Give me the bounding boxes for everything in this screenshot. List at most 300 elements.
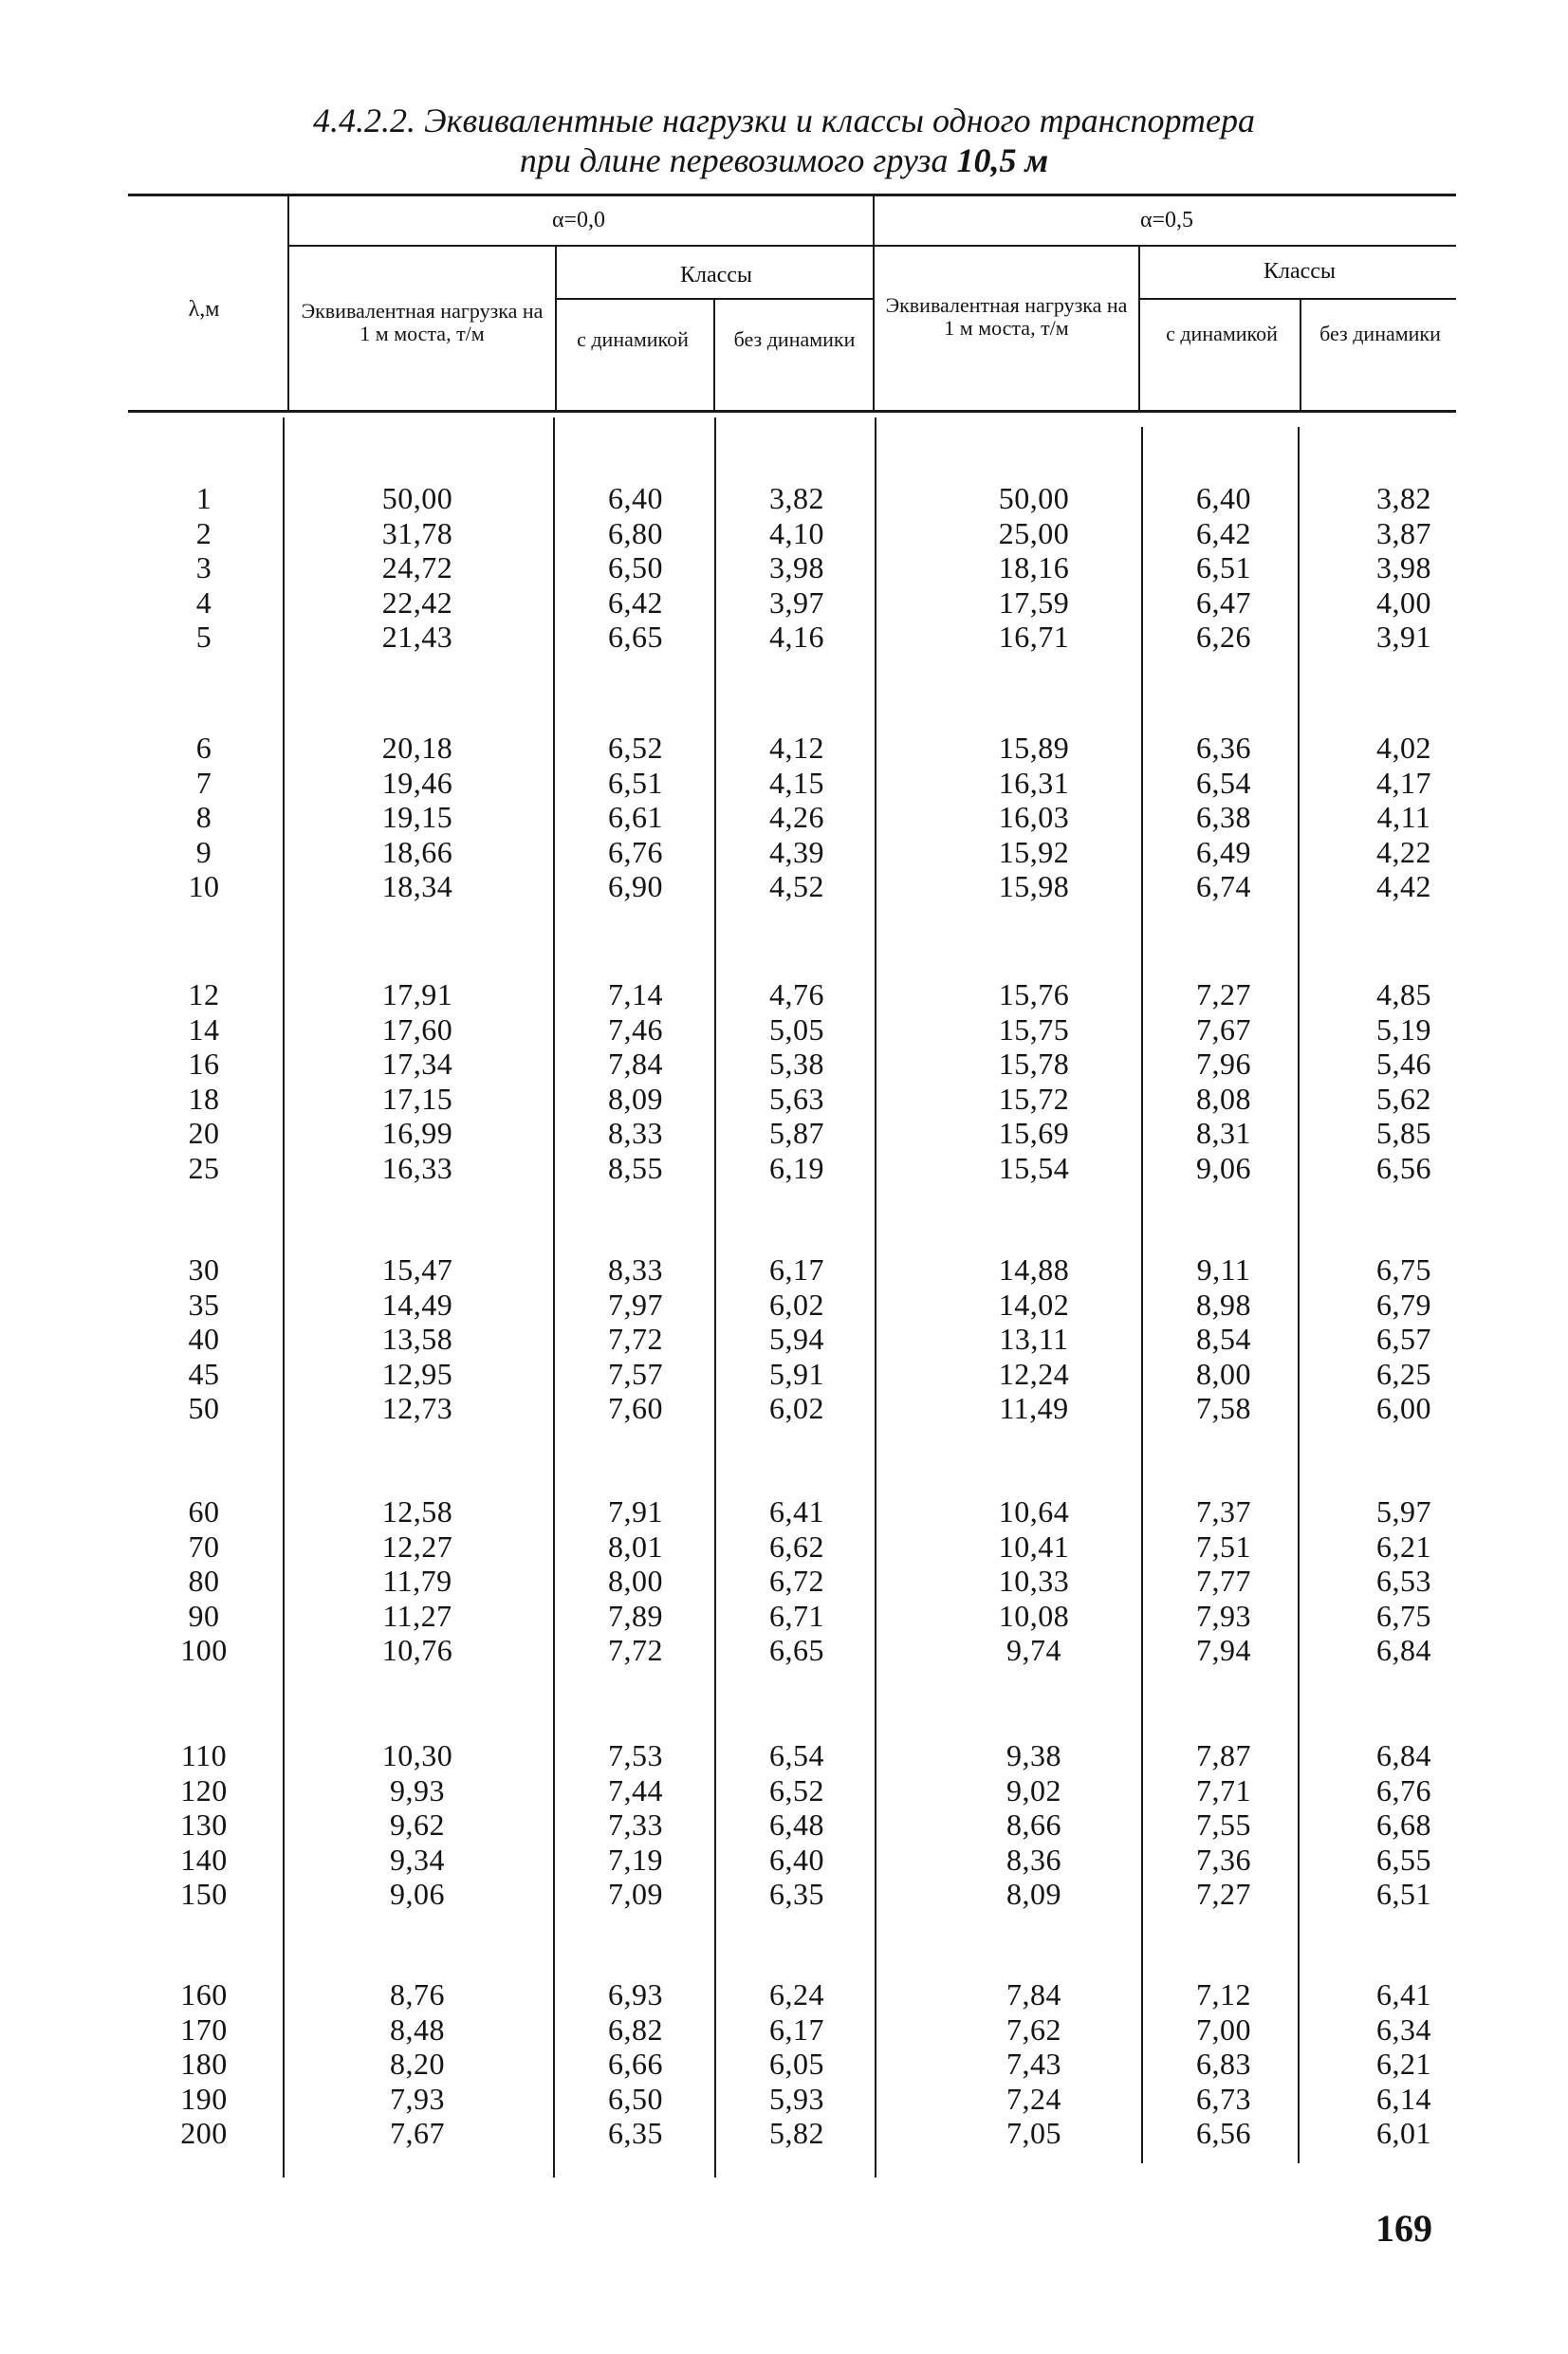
class-nodyn-a0-cell: 4,10 xyxy=(769,515,824,550)
equiv-load-a0-cell: 13,58 xyxy=(381,1322,453,1356)
class-nodyn-a0-cell: 4,52 xyxy=(769,869,824,903)
class-dyn-a0-cell: 7,19 xyxy=(608,1842,663,1877)
header-with-dyn-right: с динамикой xyxy=(1166,322,1278,345)
class-dyn-a05-cell: 7,27 xyxy=(1196,977,1251,1011)
equiv-load-a0-cell: 7,93 xyxy=(390,2081,445,2116)
equiv-load-a05-cell: 50,00 xyxy=(998,481,1070,515)
equiv-load-a05-cell: 16,31 xyxy=(998,765,1070,800)
equiv-load-a0-cell: 9,06 xyxy=(390,1877,445,1911)
equiv-load-a05-cell: 16,03 xyxy=(998,800,1070,834)
class-dyn-a0-cell: 7,89 xyxy=(608,1598,663,1633)
equiv-load-a0-cell: 10,30 xyxy=(381,1738,453,1772)
equiv-load-a0-cell: 11,27 xyxy=(382,1598,452,1633)
lambda-cell: 25 xyxy=(188,1150,220,1185)
class-nodyn-a0-cell: 5,87 xyxy=(769,1116,824,1150)
class-nodyn-a05-cell: 6,56 xyxy=(1376,1150,1431,1185)
class-dyn-a05-cell: 7,00 xyxy=(1196,2011,1251,2047)
lambda-cell: 2 xyxy=(195,515,212,550)
equiv-load-a05-cell: 8,09 xyxy=(1006,1877,1061,1911)
equiv-load-a0-cell: 11,79 xyxy=(382,1564,452,1598)
lambda-cell: 120 xyxy=(180,1772,228,1807)
equiv-load-a0-cell: 9,62 xyxy=(390,1807,445,1842)
class-dyn-a05-cell: 6,56 xyxy=(1196,2116,1251,2150)
equiv-load-a05-cell: 15,78 xyxy=(998,1047,1070,1081)
class-nodyn-a05-cell: 6,21 xyxy=(1376,1529,1431,1564)
header-alpha-0: α=0,0 xyxy=(551,208,606,232)
class-nodyn-a0-cell: 5,63 xyxy=(769,1081,824,1116)
table-row xyxy=(0,620,1568,654)
table-row xyxy=(0,2116,1568,2150)
lambda-cell: 3 xyxy=(195,550,212,584)
class-nodyn-a05-cell: 6,76 xyxy=(1376,1772,1431,1807)
equiv-load-a0-cell: 15,47 xyxy=(381,1252,453,1287)
class-dyn-a0-cell: 6,90 xyxy=(608,869,663,903)
class-dyn-a05-cell: 6,83 xyxy=(1196,2047,1251,2081)
equiv-load-a05-cell: 7,62 xyxy=(1006,2011,1061,2047)
class-nodyn-a0-cell: 6,54 xyxy=(769,1738,824,1772)
class-dyn-a05-cell: 7,93 xyxy=(1196,1598,1251,1633)
header-equiv-load-right: Эквивалентная нагрузка на 1 м моста, т/м xyxy=(885,293,1128,340)
class-dyn-a05-cell: 6,26 xyxy=(1196,620,1251,654)
class-dyn-a0-cell: 8,33 xyxy=(608,1116,663,1150)
class-nodyn-a05-cell: 6,79 xyxy=(1376,1287,1431,1322)
equiv-load-a05-cell: 12,24 xyxy=(998,1356,1070,1391)
class-dyn-a0-cell: 8,09 xyxy=(608,1081,663,1116)
class-dyn-a0-cell: 8,33 xyxy=(608,1252,663,1287)
title-line-1: 4.4.2.2. Эквивалентные нагрузки и классы одного транспортера xyxy=(313,102,1255,139)
class-dyn-a0-cell: 7,72 xyxy=(608,1322,663,1356)
equiv-load-a0-cell: 12,27 xyxy=(381,1529,453,1564)
class-nodyn-a0-cell: 3,98 xyxy=(769,550,824,584)
header-classes-left: Классы xyxy=(679,263,753,287)
class-dyn-a0-cell: 6,66 xyxy=(608,2047,663,2081)
equiv-load-a05-cell: 9,02 xyxy=(1006,1772,1061,1807)
class-nodyn-a05-cell: 6,53 xyxy=(1376,1564,1431,1598)
class-nodyn-a0-cell: 6,02 xyxy=(769,1287,824,1322)
equiv-load-a0-cell: 10,76 xyxy=(381,1633,453,1667)
lambda-cell: 140 xyxy=(180,1842,228,1877)
class-dyn-a05-cell: 6,49 xyxy=(1196,834,1251,869)
class-dyn-a05-cell: 8,98 xyxy=(1196,1287,1251,1322)
class-dyn-a0-cell: 7,72 xyxy=(608,1633,663,1667)
table-row xyxy=(0,1252,1568,1287)
class-nodyn-a0-cell: 6,40 xyxy=(769,1842,824,1877)
class-dyn-a05-cell: 7,55 xyxy=(1196,1807,1251,1842)
equiv-load-a05-cell: 15,76 xyxy=(998,977,1070,1011)
class-nodyn-a05-cell: 6,75 xyxy=(1376,1252,1431,1287)
class-dyn-a05-cell: 6,36 xyxy=(1196,731,1251,765)
class-dyn-a0-cell: 6,51 xyxy=(608,765,663,800)
lambda-cell: 60 xyxy=(188,1494,220,1529)
lambda-cell: 8 xyxy=(195,800,212,834)
table-row xyxy=(0,731,1568,765)
equiv-load-a05-cell: 7,24 xyxy=(1006,2081,1061,2116)
table-row xyxy=(0,2047,1568,2081)
class-dyn-a0-cell: 6,40 xyxy=(608,481,663,515)
table-row xyxy=(0,1151,1568,1185)
class-nodyn-a05-cell: 3,98 xyxy=(1376,550,1431,584)
class-nodyn-a05-cell: 6,00 xyxy=(1376,1391,1431,1425)
class-dyn-a0-cell: 8,00 xyxy=(608,1564,663,1598)
table-row xyxy=(0,1357,1568,1391)
table-row xyxy=(0,1773,1568,1807)
equiv-load-a0-cell: 20,18 xyxy=(381,731,453,765)
class-nodyn-a0-cell: 4,39 xyxy=(769,834,824,869)
lambda-cell: 150 xyxy=(180,1877,228,1911)
lambda-cell: 12 xyxy=(188,977,220,1011)
class-dyn-a05-cell: 7,58 xyxy=(1196,1391,1251,1425)
lambda-cell: 190 xyxy=(180,2081,228,2116)
title-line-2 xyxy=(0,140,1568,180)
equiv-load-a0-cell: 17,91 xyxy=(381,977,453,1011)
class-nodyn-a05-cell: 3,82 xyxy=(1376,481,1431,515)
equiv-load-a0-cell: 8,20 xyxy=(390,2047,445,2081)
class-dyn-a0-cell: 7,91 xyxy=(608,1494,663,1529)
class-dyn-a0-cell: 6,93 xyxy=(608,1977,663,2011)
class-dyn-a0-cell: 7,14 xyxy=(608,977,663,1011)
class-nodyn-a05-cell: 6,01 xyxy=(1376,2116,1431,2150)
equiv-load-a05-cell: 15,54 xyxy=(998,1150,1070,1185)
class-nodyn-a0-cell: 4,76 xyxy=(769,977,824,1011)
table-row xyxy=(0,1529,1568,1564)
header-divider-lambda xyxy=(287,195,289,410)
equiv-load-a05-cell: 17,59 xyxy=(998,584,1070,620)
class-nodyn-a0-cell: 3,97 xyxy=(769,584,824,620)
class-dyn-a05-cell: 7,27 xyxy=(1196,1877,1251,1911)
class-nodyn-a05-cell: 5,46 xyxy=(1376,1047,1431,1081)
class-dyn-a05-cell: 6,38 xyxy=(1196,800,1251,834)
class-nodyn-a0-cell: 6,35 xyxy=(769,1877,824,1911)
class-nodyn-a05-cell: 3,91 xyxy=(1376,620,1431,654)
class-nodyn-a05-cell: 6,68 xyxy=(1376,1807,1431,1842)
lambda-cell: 80 xyxy=(188,1564,220,1598)
equiv-load-a05-cell: 7,43 xyxy=(1006,2047,1061,2081)
equiv-load-a0-cell: 19,46 xyxy=(381,765,453,800)
table-row xyxy=(0,2082,1568,2116)
lambda-cell: 90 xyxy=(188,1598,220,1633)
class-nodyn-a0-cell: 6,19 xyxy=(769,1150,824,1185)
equiv-load-a0-cell: 21,43 xyxy=(381,620,453,654)
equiv-load-a0-cell: 8,48 xyxy=(390,2011,445,2047)
equiv-load-a0-cell: 12,95 xyxy=(381,1356,453,1391)
class-nodyn-a0-cell: 4,12 xyxy=(769,731,824,765)
class-nodyn-a0-cell: 6,72 xyxy=(769,1564,824,1598)
class-dyn-a05-cell: 7,51 xyxy=(1196,1529,1251,1564)
table-row xyxy=(0,1843,1568,1877)
lambda-cell: 160 xyxy=(180,1977,228,2011)
equiv-load-a0-cell: 7,67 xyxy=(390,2116,445,2150)
table-row xyxy=(0,1877,1568,1911)
equiv-load-a05-cell: 14,88 xyxy=(998,1252,1070,1287)
equiv-load-a05-cell: 10,64 xyxy=(998,1494,1070,1529)
class-nodyn-a0-cell: 4,16 xyxy=(769,620,824,654)
class-nodyn-a05-cell: 6,34 xyxy=(1376,2011,1431,2047)
lambda-cell: 9 xyxy=(195,834,212,869)
class-nodyn-a05-cell: 6,57 xyxy=(1376,1322,1431,1356)
class-nodyn-a05-cell: 4,11 xyxy=(1376,800,1431,834)
equiv-load-a0-cell: 22,42 xyxy=(381,584,453,620)
table-row xyxy=(0,481,1568,515)
class-dyn-a05-cell: 6,73 xyxy=(1196,2081,1251,2116)
class-dyn-a0-cell: 6,35 xyxy=(608,2116,663,2150)
class-nodyn-a05-cell: 6,51 xyxy=(1376,1877,1431,1911)
class-nodyn-a0-cell: 6,62 xyxy=(769,1529,824,1564)
equiv-load-a0-cell: 19,15 xyxy=(381,800,453,834)
equiv-load-a05-cell: 9,38 xyxy=(1006,1738,1061,1772)
class-nodyn-a05-cell: 6,25 xyxy=(1376,1356,1431,1391)
header-bottom-rule xyxy=(128,410,1456,413)
equiv-load-a05-cell: 7,05 xyxy=(1006,2116,1061,2150)
equiv-load-a05-cell: 7,84 xyxy=(1006,1977,1061,2011)
class-dyn-a0-cell: 7,33 xyxy=(608,1807,663,1842)
class-dyn-a0-cell: 7,84 xyxy=(608,1047,663,1081)
class-nodyn-a0-cell: 4,15 xyxy=(769,765,824,800)
table-row xyxy=(0,516,1568,550)
equiv-load-a0-cell: 17,60 xyxy=(381,1011,453,1047)
class-nodyn-a0-cell: 5,91 xyxy=(769,1356,824,1391)
class-nodyn-a05-cell: 6,55 xyxy=(1376,1842,1431,1877)
table-row xyxy=(0,1322,1568,1356)
table-row xyxy=(0,869,1568,903)
class-dyn-a0-cell: 6,82 xyxy=(608,2011,663,2047)
class-nodyn-a05-cell: 6,84 xyxy=(1376,1738,1431,1772)
equiv-load-a05-cell: 15,92 xyxy=(998,834,1070,869)
class-dyn-a0-cell: 6,61 xyxy=(608,800,663,834)
class-nodyn-a05-cell: 4,85 xyxy=(1376,977,1431,1011)
table-row xyxy=(0,1494,1568,1529)
equiv-load-a0-cell: 16,33 xyxy=(381,1150,453,1185)
class-dyn-a0-cell: 6,76 xyxy=(608,834,663,869)
class-nodyn-a0-cell: 3,82 xyxy=(769,481,824,515)
class-nodyn-a05-cell: 4,02 xyxy=(1376,731,1431,765)
class-nodyn-a0-cell: 6,41 xyxy=(769,1494,824,1529)
header-divider-d1 xyxy=(713,300,715,410)
class-nodyn-a0-cell: 5,05 xyxy=(769,1011,824,1047)
class-dyn-a05-cell: 7,71 xyxy=(1196,1772,1251,1807)
class-dyn-a0-cell: 7,97 xyxy=(608,1287,663,1322)
table-row xyxy=(0,550,1568,584)
lambda-cell: 200 xyxy=(180,2116,228,2150)
equiv-load-a05-cell: 8,66 xyxy=(1006,1807,1061,1842)
table-row xyxy=(0,835,1568,869)
class-nodyn-a05-cell: 4,17 xyxy=(1376,765,1431,800)
class-dyn-a05-cell: 6,74 xyxy=(1196,869,1251,903)
equiv-load-a05-cell: 15,89 xyxy=(998,731,1070,765)
class-dyn-a05-cell: 6,47 xyxy=(1196,584,1251,620)
table-row xyxy=(0,1807,1568,1842)
equiv-load-a05-cell: 14,02 xyxy=(998,1287,1070,1322)
lambda-cell: 10 xyxy=(188,869,220,903)
class-nodyn-a0-cell: 6,52 xyxy=(769,1772,824,1807)
lambda-cell: 35 xyxy=(188,1287,220,1322)
class-nodyn-a05-cell: 3,87 xyxy=(1376,515,1431,550)
table-row xyxy=(0,1599,1568,1633)
classes-rule-right xyxy=(1138,298,1456,300)
class-nodyn-a05-cell: 4,42 xyxy=(1376,869,1431,903)
lambda-cell: 170 xyxy=(180,2011,228,2047)
title-line-2-prefix: при длине перевозимого груза xyxy=(519,141,957,179)
page-number: 169 xyxy=(1375,2207,1432,2250)
class-dyn-a0-cell: 6,80 xyxy=(608,515,663,550)
lambda-cell: 5 xyxy=(195,620,212,654)
class-dyn-a05-cell: 7,36 xyxy=(1196,1842,1251,1877)
class-dyn-a0-cell: 8,55 xyxy=(608,1150,663,1185)
top-rule xyxy=(128,194,1456,196)
class-dyn-a05-cell: 7,96 xyxy=(1196,1047,1251,1081)
header-equiv-load-left: Эквивалентная нагрузка на 1 м моста, т/м xyxy=(301,299,544,345)
class-nodyn-a05-cell: 4,00 xyxy=(1376,584,1431,620)
class-dyn-a05-cell: 7,37 xyxy=(1196,1494,1251,1529)
class-nodyn-a0-cell: 5,38 xyxy=(769,1047,824,1081)
table-row xyxy=(0,977,1568,1011)
lambda-cell: 100 xyxy=(180,1633,228,1667)
equiv-load-a0-cell: 31,78 xyxy=(381,515,453,550)
class-dyn-a0-cell: 6,52 xyxy=(608,731,663,765)
lambda-cell: 4 xyxy=(195,584,212,620)
class-nodyn-a05-cell: 4,22 xyxy=(1376,834,1431,869)
class-dyn-a0-cell: 6,50 xyxy=(608,550,663,584)
equiv-load-a05-cell: 10,08 xyxy=(998,1598,1070,1633)
lambda-cell: 6 xyxy=(195,731,212,765)
lambda-cell: 7 xyxy=(195,765,212,800)
table-row xyxy=(0,1012,1568,1047)
class-dyn-a05-cell: 7,12 xyxy=(1196,1977,1251,2011)
class-dyn-a05-cell: 7,67 xyxy=(1196,1011,1251,1047)
equiv-load-a0-cell: 8,76 xyxy=(390,1977,445,2011)
header-without-dyn-left: без динамики xyxy=(733,327,856,351)
equiv-load-a05-cell: 16,71 xyxy=(998,620,1070,654)
table-row xyxy=(0,1288,1568,1322)
class-dyn-a0-cell: 7,57 xyxy=(608,1356,663,1391)
class-dyn-a0-cell: 7,09 xyxy=(608,1877,663,1911)
class-dyn-a0-cell: 6,42 xyxy=(608,584,663,620)
lambda-cell: 14 xyxy=(188,1011,220,1047)
class-nodyn-a0-cell: 4,26 xyxy=(769,800,824,834)
class-dyn-a05-cell: 6,40 xyxy=(1196,481,1251,515)
class-nodyn-a0-cell: 6,02 xyxy=(769,1391,824,1425)
equiv-load-a05-cell: 9,74 xyxy=(1006,1633,1061,1667)
class-nodyn-a0-cell: 6,17 xyxy=(769,1252,824,1287)
lambda-cell: 40 xyxy=(188,1322,220,1356)
lambda-cell: 50 xyxy=(188,1391,220,1425)
lambda-cell: 30 xyxy=(188,1252,220,1287)
class-nodyn-a0-cell: 6,17 xyxy=(769,2011,824,2047)
class-dyn-a05-cell: 7,87 xyxy=(1196,1738,1251,1772)
table-row xyxy=(0,1564,1568,1598)
header-divider-d2 xyxy=(1300,300,1301,410)
header-lambda: λ,м xyxy=(188,297,220,322)
class-nodyn-a05-cell: 5,97 xyxy=(1376,1494,1431,1529)
equiv-load-a05-cell: 15,69 xyxy=(998,1116,1070,1150)
class-dyn-a0-cell: 6,50 xyxy=(608,2081,663,2116)
table-row xyxy=(0,1738,1568,1772)
equiv-load-a0-cell: 9,93 xyxy=(390,1772,445,1807)
table-title xyxy=(0,101,1568,180)
equiv-load-a05-cell: 15,75 xyxy=(998,1011,1070,1047)
equiv-load-a05-cell: 8,36 xyxy=(1006,1842,1061,1877)
lambda-cell: 70 xyxy=(188,1529,220,1564)
class-nodyn-a0-cell: 6,24 xyxy=(769,1977,824,2011)
table-row xyxy=(0,1082,1568,1116)
class-dyn-a05-cell: 8,31 xyxy=(1196,1116,1251,1150)
class-dyn-a05-cell: 6,54 xyxy=(1196,765,1251,800)
equiv-load-a05-cell: 15,72 xyxy=(998,1081,1070,1116)
class-dyn-a0-cell: 7,60 xyxy=(608,1391,663,1425)
class-nodyn-a05-cell: 6,41 xyxy=(1376,1977,1431,2011)
header-classes-right: Классы xyxy=(1263,259,1337,284)
table-row xyxy=(0,1977,1568,2011)
table-row xyxy=(0,800,1568,834)
class-dyn-a0-cell: 7,53 xyxy=(608,1738,663,1772)
class-nodyn-a0-cell: 6,71 xyxy=(769,1598,824,1633)
lambda-cell: 18 xyxy=(188,1081,220,1116)
lambda-cell: 1 xyxy=(195,481,212,515)
class-nodyn-a05-cell: 5,85 xyxy=(1376,1116,1431,1150)
equiv-load-a0-cell: 18,66 xyxy=(381,834,453,869)
equiv-load-a0-cell: 12,73 xyxy=(381,1391,453,1425)
class-nodyn-a0-cell: 5,82 xyxy=(769,2116,824,2150)
class-dyn-a05-cell: 7,94 xyxy=(1196,1633,1251,1667)
class-nodyn-a05-cell: 5,19 xyxy=(1376,1011,1431,1047)
equiv-load-a0-cell: 16,99 xyxy=(381,1116,453,1150)
class-dyn-a05-cell: 8,54 xyxy=(1196,1322,1251,1356)
lambda-cell: 16 xyxy=(188,1047,220,1081)
equiv-load-a05-cell: 18,16 xyxy=(998,550,1070,584)
table-row xyxy=(0,1116,1568,1150)
table-row xyxy=(0,585,1568,620)
class-dyn-a05-cell: 8,00 xyxy=(1196,1356,1251,1391)
equiv-load-a05-cell: 13,11 xyxy=(999,1322,1069,1356)
class-dyn-a05-cell: 9,06 xyxy=(1196,1150,1251,1185)
class-dyn-a0-cell: 7,46 xyxy=(608,1011,663,1047)
table-row xyxy=(0,2012,1568,2047)
lambda-cell: 130 xyxy=(180,1807,228,1842)
lambda-cell: 110 xyxy=(180,1738,228,1772)
header-divider-alpha xyxy=(873,195,875,410)
equiv-load-a05-cell: 10,33 xyxy=(998,1564,1070,1598)
header-without-dyn-right: без динамики xyxy=(1319,322,1441,345)
class-nodyn-a05-cell: 6,14 xyxy=(1376,2081,1431,2116)
class-dyn-a05-cell: 6,51 xyxy=(1196,550,1251,584)
equiv-load-a0-cell: 17,15 xyxy=(381,1081,453,1116)
class-dyn-a0-cell: 7,44 xyxy=(608,1772,663,1807)
header-divider-e2 xyxy=(1138,247,1140,410)
class-nodyn-a0-cell: 6,48 xyxy=(769,1807,824,1842)
equiv-load-a0-cell: 9,34 xyxy=(390,1842,445,1877)
class-nodyn-a0-cell: 5,93 xyxy=(769,2081,824,2116)
class-dyn-a05-cell: 8,08 xyxy=(1196,1081,1251,1116)
equiv-load-a0-cell: 24,72 xyxy=(381,550,453,584)
class-nodyn-a05-cell: 6,21 xyxy=(1376,2047,1431,2081)
class-dyn-a05-cell: 6,42 xyxy=(1196,515,1251,550)
equiv-load-a0-cell: 18,34 xyxy=(381,869,453,903)
equiv-load-a05-cell: 10,41 xyxy=(998,1529,1070,1564)
equiv-load-a05-cell: 15,98 xyxy=(998,869,1070,903)
header-with-dyn-left: с динамикой xyxy=(577,327,689,351)
class-nodyn-a0-cell: 6,05 xyxy=(769,2047,824,2081)
table-row xyxy=(0,766,1568,800)
equiv-load-a0-cell: 14,49 xyxy=(381,1287,453,1322)
table-row xyxy=(0,1391,1568,1425)
lambda-cell: 20 xyxy=(188,1116,220,1150)
class-dyn-a05-cell: 9,11 xyxy=(1196,1252,1251,1287)
class-nodyn-a05-cell: 6,84 xyxy=(1376,1633,1431,1667)
equiv-load-a0-cell: 17,34 xyxy=(381,1047,453,1081)
alpha-rule xyxy=(287,245,1456,247)
class-dyn-a0-cell: 6,65 xyxy=(608,620,663,654)
class-nodyn-a05-cell: 5,62 xyxy=(1376,1081,1431,1116)
table-row xyxy=(0,1633,1568,1667)
